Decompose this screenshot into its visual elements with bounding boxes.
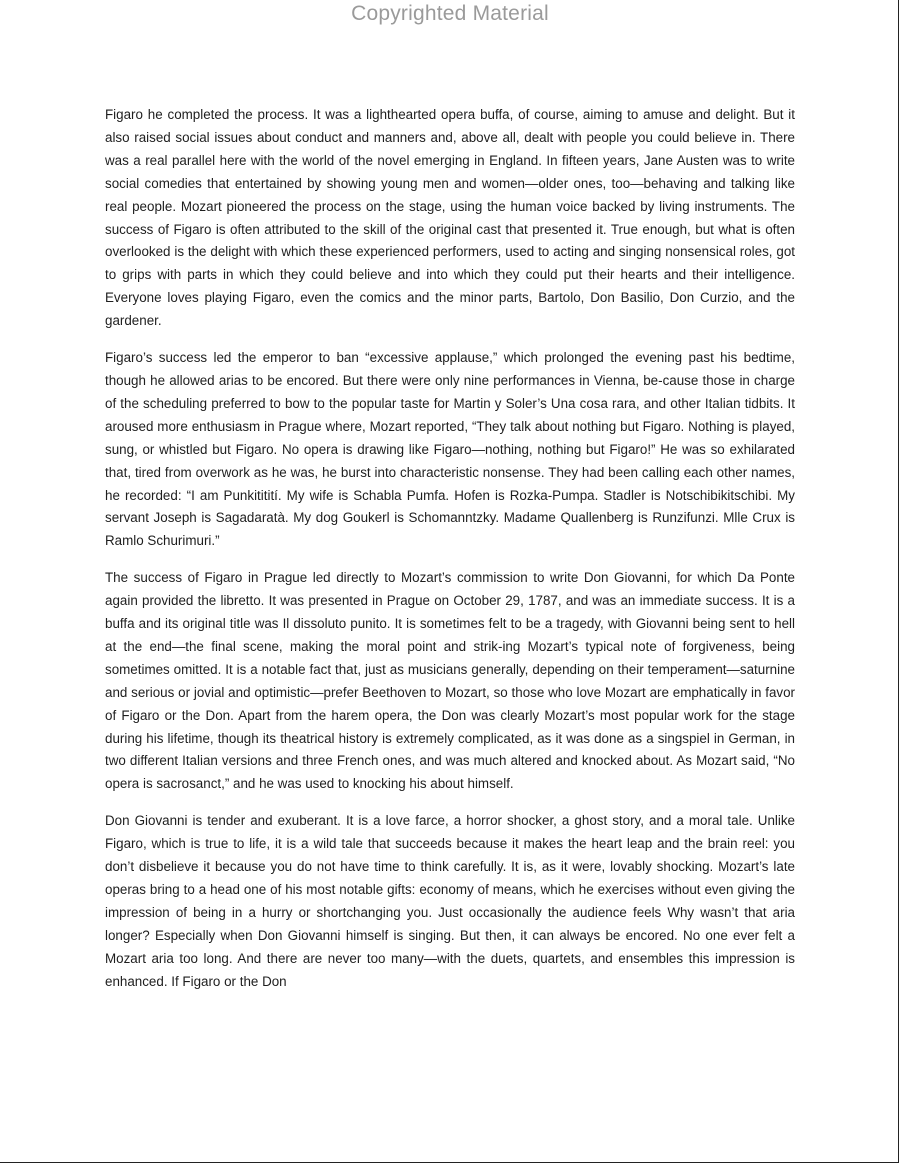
page-body-text — [105, 104, 795, 994]
paragraph-don-giovanni-commission: The success of Figaro in Prague led directly to Mozart’s commission to write Don Giovanni, for which Da Ponte again provided the libretto. It was presented in Prague on October 29, 1787, and was an immediate success. It is a buffa and its original title was Il dissoluto punito. It is sometimes felt to be a tragedy, with Giovanni being sent to hell at the end—the final scene, making the moral point and strik-ing Mozart’s typical note of forgiveness, being sometimes omitted. It is a notable fact that, just as musicians generally, depending on their temperament—saturnine and serious or jovial and optimistic—prefer Beethoven to Mozart, so those who love Mozart are emphatically in favor of Figaro or the Don. Apart from the harem opera, the Don was clearly Mozart’s most popular work for the stage during his lifetime, though its theatrical history is extremely complicated, as it was done as a singspiel in German, in two different Italian versions and three French ones, and was much altered and knocked about. As Mozart said, “No opera is sacrosanct,” and he was used to knocking his about himself. — [105, 570, 795, 792]
paragraph-figaro-success: Figaro’s success led the emperor to ban “excessive applause,” which prolonged the evening past his bedtime, though he allowed arias to be encored. But there were only nine performances in Vienna, be-cause those in charge of the scheduling preferred to bow to the popular taste for Martin y Soler’s Una cosa rara, and other Italian tidbits. It aroused more enthusiasm in Prague where, Mozart reported, “They talk about nothing but Figaro. Nothing is played, sung, or whistled but Figaro. No opera is drawing like Figaro—nothing, nothing but Figaro!” He was so exhilarated that, tired from overwork as he was, he burst into characteristic nonsense. They had been calling each other names, he recorded: “I am Punkititití. My wife is Schabla Pumfa. Hofen is Rozka-Pumpa. Stadler is Notschibikitschibi. My servant Joseph is Sagadaratà. My dog Goukerl is Schomanntzky. Madame Quallenberg is Runzifunzi. Mlle Crux is Ramlo Schurimuri.” — [105, 350, 795, 549]
paragraph-figaro-process: Figaro he completed the process. It was a lighthearted opera buffa, of course, aiming to amuse and delight. But it also raised social issues about conduct and manners and, above all, dealt with people you could believe in. There was a real parallel here with the world of the novel emerging in England. In fifteen years, Jane Austen was to write social comedies that entertained by showing young men and women—older ones, too—behaving and talking like real people. Mozart pioneered the process on the stage, using the human voice backed by living instruments. The success of Figaro is often attributed to the skill of the original cast that presented it. True enough, but what is often overlooked is the delight with which these experienced performers, used to acting and singing nonsensical roles, got to grips with parts in which they could believe and into which they could put their hearts and their intelligence. Everyone loves playing Figaro, even the comics and the minor parts, Bartolo, Don Basilio, Don Curzio, and the gardener. — [105, 107, 795, 329]
copyright-watermark: Copyrighted Material — [351, 2, 549, 25]
paragraph-don-giovanni-tender: Don Giovanni is tender and exuberant. It is a love farce, a horror shocker, a ghost story, and a moral tale. Unlike Figaro, which is true to life, it is a wild tale that succeeds because it makes the heart leap and the brain reel: you don’t disbelieve it because you do not have time to think carefully. It is, as it were, lovably shocking. Mozart’s late operas bring to a head one of his most notable gifts: economy of means, which he exercises without even giving the impression of being in a hurry or shortchanging you. Just occasionally the audience feels Why wasn’t that aria longer? Especially when Don Giovanni himself is singing. But then, it can always be encored. No one ever felt a Mozart aria too long. And there are never too many—with the duets, quartets, and ensembles this impression is enhanced. If Figaro or the Don — [105, 813, 795, 989]
